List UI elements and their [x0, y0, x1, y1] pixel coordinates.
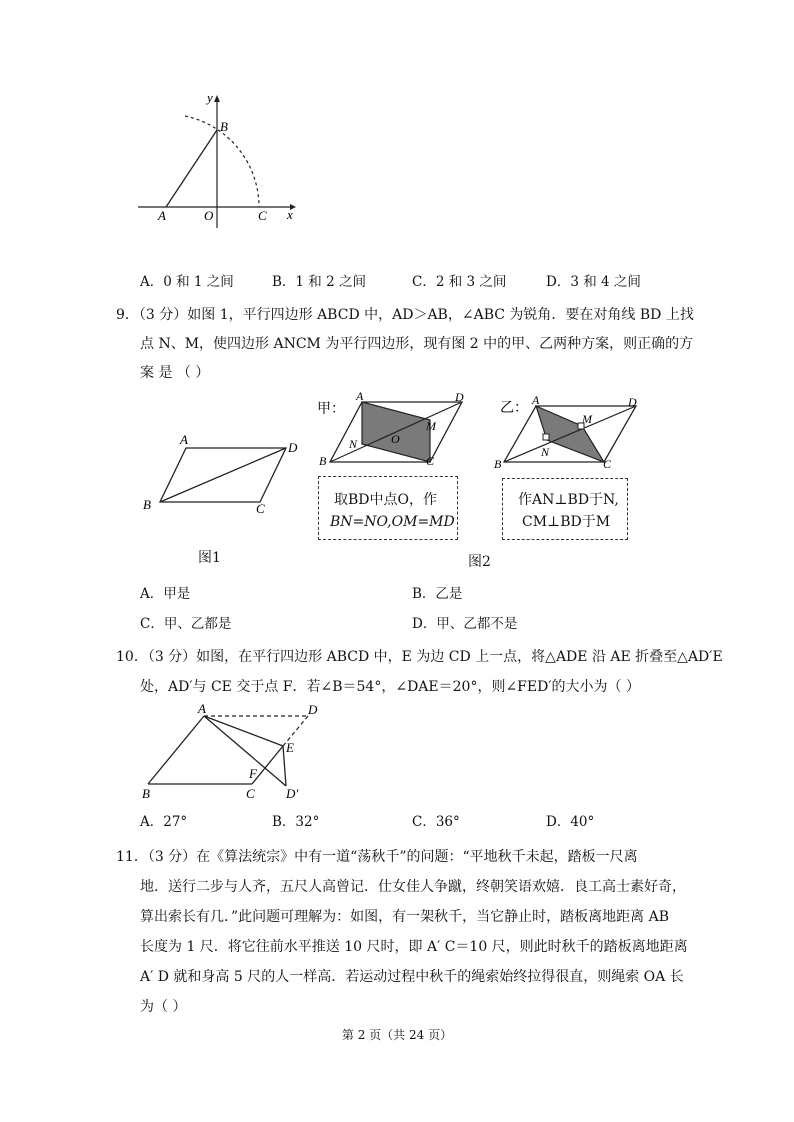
- q10-option-b[interactable]: B．32°: [272, 814, 320, 830]
- q11-stem-line-3: 算出索长有几．”此问题可理解为：如图，有一架秋千，当它静止时，踏板离地距离 AB: [140, 909, 670, 925]
- yi-label: 乙：: [500, 401, 528, 416]
- q8-option-d[interactable]: D．3 和 4 之间: [546, 274, 641, 290]
- q9-option-a[interactable]: A．甲是: [140, 586, 191, 602]
- jia-label-D: D: [455, 390, 464, 404]
- q10-option-c[interactable]: C．36°: [412, 814, 460, 830]
- fig1-label-B: B: [143, 497, 151, 512]
- q9-stem-line-1: 9．（3 分）如图 1，平行四边形 ABCD 中，AD＞AB，∠ABC 为锐角．要在对角线 BD 上找: [116, 307, 694, 323]
- q10-label-D-prime: D′: [286, 786, 299, 801]
- fig2-caption: 图2: [468, 554, 491, 570]
- yi-box-line-1: 作AN⊥BD于N,: [518, 492, 619, 508]
- q11-stem-line-6: 为（ ）: [140, 999, 187, 1015]
- yi-label-N: N: [541, 445, 550, 459]
- yi-label-C: C: [603, 457, 612, 471]
- label-x: x: [287, 207, 293, 222]
- jia-box-line-1: 取BD中点O，作: [334, 492, 437, 508]
- label-O: O: [204, 208, 214, 223]
- q8-option-b[interactable]: B．1 和 2 之间: [272, 274, 366, 290]
- fig1-label-C: C: [256, 501, 265, 515]
- jia-label-M: M: [426, 419, 436, 433]
- q8-option-a[interactable]: A．0 和 1 之间: [140, 274, 234, 290]
- jia-label-O: O: [391, 432, 400, 446]
- jia-label-N: N: [349, 437, 358, 451]
- q10-option-d[interactable]: D．40°: [546, 814, 595, 830]
- fig1-label-D: D: [288, 440, 298, 455]
- q11-stem-line-2: 地．送行二步与人齐，五尺人高曾记．仕女佳人争蹴，终朝笑语欢嬉．良工高士素好奇，: [140, 879, 686, 895]
- q10-label-A: A: [198, 701, 206, 716]
- q8-option-c[interactable]: C．2 和 3 之间: [412, 274, 507, 290]
- q9-option-c[interactable]: C．甲、乙都是: [140, 616, 232, 632]
- q10-figure: [136, 700, 326, 804]
- q11-stem-line-5: A′ D 就和身高 5 尺的人一样高．若运动过程中秋千的绳索始终拉得很直，则绳索 OA 长: [140, 969, 684, 985]
- q9-option-b[interactable]: B．乙是: [412, 586, 463, 602]
- yi-label-B: B: [494, 457, 502, 471]
- q10-stem-line-2: 处，AD′与 CE 交于点 F．若∠B＝54°，∠DAE＝20°，则∠FED′的大小为（ ）: [140, 679, 640, 695]
- q9-figure-1: [138, 430, 308, 515]
- fig1-label-A: A: [180, 432, 188, 447]
- q11-stem-line-4: 长度为 1 尺．将它往前水平推送 10 尺时，即 A′ C＝10 尺，则此时秋千的踏板离地距离: [140, 939, 688, 955]
- yi-label-M: M: [582, 412, 592, 426]
- yi-box-line-2: CM⊥BD于M: [522, 514, 611, 530]
- q10-stem-line-1: 10．（3 分）如图，在平行四边形 ABCD 中，E 为边 CD 上一点，将△ADE 沿 AE 折叠至△AD′E: [116, 649, 723, 665]
- q10-label-F: F: [249, 766, 257, 781]
- label-B: B: [220, 119, 228, 134]
- label-C: C: [258, 208, 267, 223]
- jia-label-B: B: [319, 454, 327, 468]
- fig1-caption: 图1: [198, 550, 221, 566]
- q10-label-B: B: [142, 786, 150, 801]
- q10-label-E: E: [286, 740, 294, 755]
- q10-label-D: D: [308, 702, 318, 717]
- q11-stem-line-1: 11．（3 分）在《算法统宗》中有一道“荡秋千”的问题：“平地秋千未起，踏板一尺离: [116, 849, 638, 865]
- jia-label: 甲：: [317, 402, 345, 417]
- yi-label-D: D: [628, 395, 637, 409]
- q9-stem-line-3: 案 是 （ ）: [140, 365, 210, 381]
- label-A: A: [158, 208, 166, 223]
- label-y: y: [207, 90, 213, 105]
- jia-label-A: A: [356, 389, 364, 403]
- q9-figure-2-yi: [490, 392, 650, 472]
- q10-label-C: C: [246, 786, 255, 801]
- yi-label-A: A: [532, 393, 540, 407]
- q8-coordinate-figure: [130, 90, 300, 230]
- q9-figure-2-jia: [312, 388, 477, 473]
- jia-box-line-2: BN=NO,OM=MD: [330, 514, 455, 530]
- jia-label-C: C: [426, 454, 435, 468]
- page-footer: 第 2 页（共 24 页）: [341, 1028, 453, 1042]
- q10-option-a[interactable]: A．27°: [140, 814, 188, 830]
- q9-stem-line-2: 点 N、M，使四边形 ANCM 为平行四边形，现有图 2 中的甲、乙两种方案，则正确的方: [140, 336, 694, 352]
- q9-option-d[interactable]: D．甲、乙都不是: [412, 616, 518, 632]
